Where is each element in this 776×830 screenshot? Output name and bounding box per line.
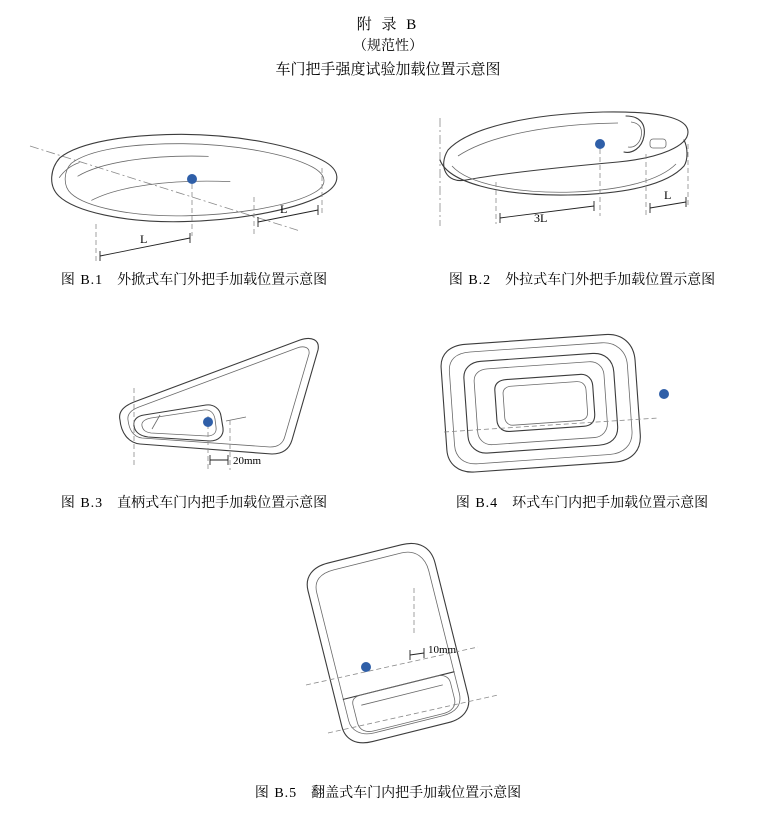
- dimension-20mm: 20mm: [233, 455, 262, 467]
- figure-b5-drawing: [0, 537, 776, 767]
- figure-b1-caption: [0, 272, 388, 290]
- figure-b5-caption: [0, 785, 776, 803]
- appendix-title: 附 录 B: [356, 17, 420, 33]
- figure-b3: [0, 320, 388, 513]
- svg-text:L: L: [664, 188, 672, 202]
- figure-b2-number: 图 B.2: [448, 273, 492, 288]
- figure-row-2: [0, 320, 776, 513]
- figure-b1-title: 外掀式车门外把手加载位置示意图: [117, 273, 328, 288]
- figure-b3-drawing: [0, 320, 388, 495]
- load-point-marker: [203, 417, 213, 427]
- figure-b2-caption: [388, 272, 776, 290]
- figure-b5-title: 翻盖式车门内把手加载位置示意图: [311, 786, 522, 801]
- appendix-subtitle: 车门把手强度试验加载位置示意图: [275, 62, 501, 78]
- figure-b2-drawing: [388, 96, 776, 266]
- svg-text:L: L: [280, 202, 288, 216]
- figure-b1: [0, 96, 388, 290]
- figure-b4-caption: [388, 495, 776, 513]
- figure-b2-title: 外拉式车门外把手加载位置示意图: [505, 273, 716, 288]
- figure-b4-drawing: [388, 320, 776, 495]
- figure-b3-title: 直柄式车门内把手加载位置示意图: [117, 496, 328, 511]
- figure-b3-caption: [0, 495, 388, 513]
- figure-b5: [0, 537, 776, 803]
- figure-b1-drawing: [0, 96, 388, 266]
- figure-b3-number: 图 B.3: [60, 496, 104, 511]
- load-point-marker: [187, 174, 197, 184]
- appendix-header: [0, 0, 776, 82]
- svg-text:3L: 3L: [534, 211, 548, 225]
- figure-b2: [388, 96, 776, 290]
- figure-b4: [388, 320, 776, 513]
- figure-row-3: [0, 537, 776, 803]
- figure-row-1: [0, 96, 776, 290]
- dimension-10mm: 10mm: [428, 644, 457, 656]
- load-point-marker: [361, 662, 371, 672]
- figure-b5-number: 图 B.5: [254, 786, 298, 801]
- figure-b1-number: 图 B.1: [60, 273, 104, 288]
- svg-text:L: L: [140, 232, 148, 246]
- load-point-marker: [595, 139, 605, 149]
- figure-b4-title: 环式车门内把手加载位置示意图: [512, 496, 709, 511]
- figure-b4-number: 图 B.4: [455, 496, 499, 511]
- appendix-normative-label: （规范性）: [353, 39, 423, 54]
- load-point-marker: [659, 389, 669, 399]
